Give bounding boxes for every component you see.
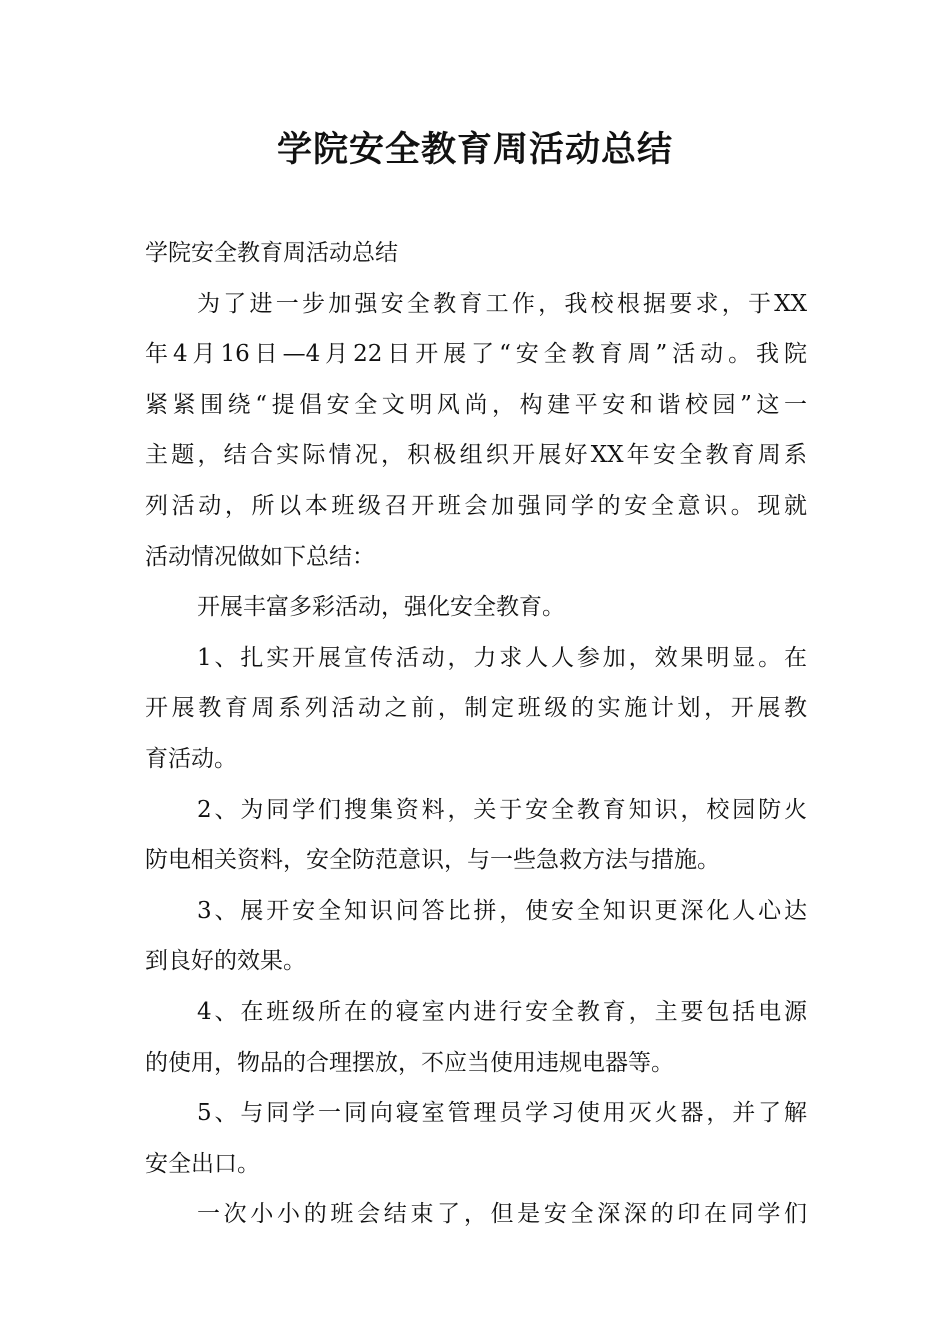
paragraph-line: 4、在班级所在的寝室内进行安全教育，主要包括电源 bbox=[197, 998, 807, 1025]
paragraph-line: 紧紧围绕“提倡安全文明风尚，构建平安和谐校园”这一 bbox=[145, 391, 807, 418]
paragraph-line: 活动情况做如下总结： bbox=[145, 543, 375, 570]
paragraph-line: 安全出口。 bbox=[145, 1150, 260, 1177]
paragraph-line: 2、为同学们搜集资料，关于安全教育知识，校园防火 bbox=[197, 796, 807, 823]
paragraph-line: 开展丰富多彩活动，强化安全教育。 bbox=[197, 594, 565, 621]
paragraph-line: 5、与同学一同向寝室管理员学习使用灭火器，并了解 bbox=[197, 1100, 807, 1127]
paragraph-line: 到良好的效果。 bbox=[145, 948, 306, 975]
paragraph-line: 列活动，所以本班级召开班会加强同学的安全意识。现就 bbox=[145, 492, 807, 519]
document-title: 学院安全教育周活动总结 bbox=[276, 130, 673, 170]
subtitle-line: 学院安全教育周活动总结 bbox=[145, 240, 398, 266]
paragraph-line: 主题，结合实际情况，积极组织开展好XX年安全教育周系 bbox=[145, 442, 807, 469]
document-body bbox=[145, 228, 807, 1240]
paragraph-line: 3、展开安全知识问答比拼，使安全知识更深化人心达 bbox=[197, 897, 807, 924]
paragraph-line: 年4月16日—4月22日开展了“安全教育周”活动。我院 bbox=[145, 341, 807, 368]
paragraph-line: 的使用，物品的合理摆放，不应当使用违规电器等。 bbox=[145, 1049, 674, 1076]
paragraph-line: 一次小小的班会结束了，但是安全深深的印在同学们 bbox=[197, 1201, 807, 1228]
paragraph-line: 为了进一步加强安全教育工作，我校根据要求，于XX bbox=[197, 290, 807, 317]
paragraph-line: 1、扎实开展宣传活动，力求人人参加，效果明显。在 bbox=[197, 644, 807, 671]
paragraph-line: 防电相关资料，安全防范意识，与一些急救方法与措施。 bbox=[145, 847, 720, 874]
paragraph-line: 育活动。 bbox=[145, 745, 237, 772]
paragraph-line: 开展教育周系列活动之前，制定班级的实施计划，开展教 bbox=[145, 695, 807, 722]
